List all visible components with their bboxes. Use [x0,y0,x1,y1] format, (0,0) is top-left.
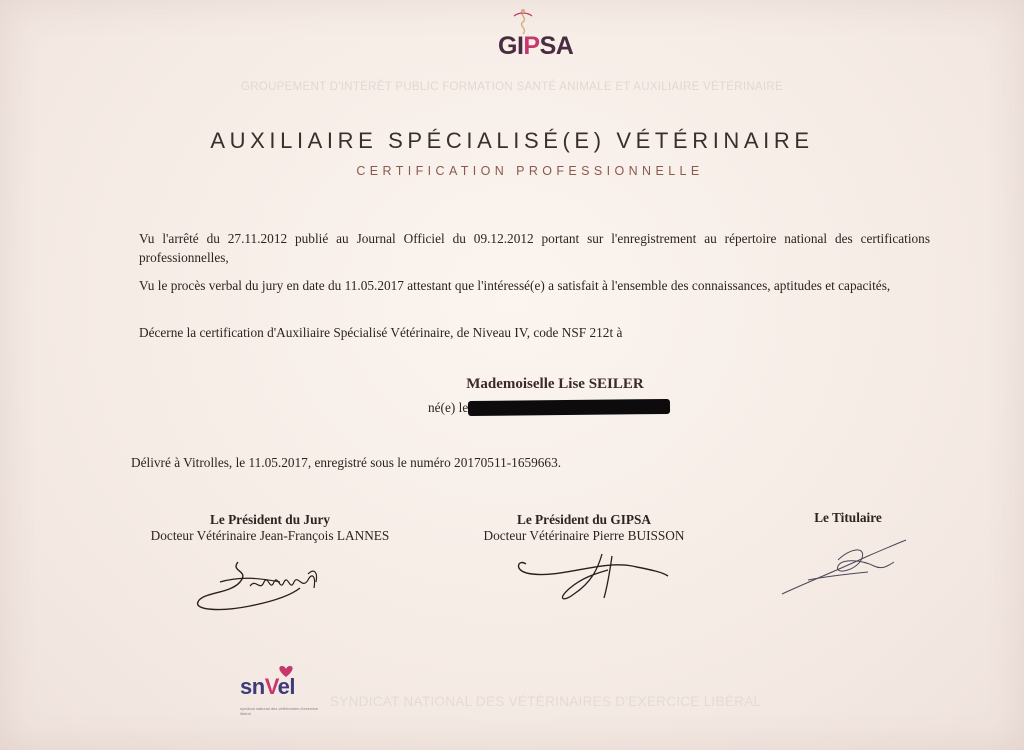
snvel-logo-caption: syndicat national des vétérinaires d'exercice libéral [240,706,319,716]
certificate-title: AUXILIAIRE SPÉCIALISÉ(E) VÉTÉRINAIRE [210,128,814,153]
signature-gipsa-president [512,548,672,606]
issued-statement: Délivré à Vitrolles, le 11.05.2017, enregistré sous le numéro 20170511-1659663. [131,455,562,470]
signature-block-jury [120,512,420,544]
signature-title-titulaire: Le Titulaire [814,510,882,525]
paragraph-decerne: Décerne la certification d'Auxiliaire Spécialisé Vétérinaire, de Niveau IV, code NSF 212t à [139,325,623,340]
gipsa-logo-gi: GI [498,32,524,60]
snvel-logo-text [240,674,295,700]
organization-name: GROUPEMENT D'INTÉRÊT PUBLIC FORMATION SANTÉ ANIMALE ET AUXILIAIRE VÉTÉRINAIRE [240,81,784,93]
signature-block-titulaire [748,510,948,526]
redacted-birth-date [468,399,670,416]
signature-name-jury: Docteur Vétérinaire Jean-François LANNES [150,528,390,543]
certificate-subtitle: CERTIFICATION PROFESSIONNELLE [356,164,704,178]
signature-block-gipsa [434,512,734,544]
gipsa-logo [486,8,574,68]
birth-date-label: né(e) le [428,400,469,415]
signature-title-jury: Le Président du Jury [209,512,331,527]
snvel-logo [232,662,332,722]
signature-name-gipsa: Docteur Vétérinaire Pierre BUISSON [483,528,685,543]
paragraph-arrete: Vu l'arrêté du 27.11.2012 publié au Journal Officiel du 09.12.2012 portant sur l'enregistrement au répertoire national des certifications professionnelles, [139,231,930,265]
signature-title-gipsa: Le Président du GIPSA [516,512,652,527]
snvel-logo-sn: sn [240,674,265,699]
gipsa-logo-text [498,32,573,61]
signature-titulaire [778,536,910,598]
gipsa-logo-p: P [523,32,540,60]
snvel-logo-v: V [264,674,278,699]
syndicat-name: SYNDICAT NATIONAL DES VÉTÉRINAIRES D'EXERCICE LIBÉRAL [330,694,762,709]
paragraph-proces-verbal: Vu le procès verbal du jury en date du 11.05.2017 attestant que l'intéressé(e) a satisfait à l'ensemble des connaissances, aptitudes et capacités, [139,278,891,293]
snvel-logo-el: el [277,674,296,699]
signature-jury-president [190,552,325,614]
recipient-name: Mademoiselle Lise SEILER [466,376,644,392]
gipsa-logo-sa: SA [539,32,574,60]
